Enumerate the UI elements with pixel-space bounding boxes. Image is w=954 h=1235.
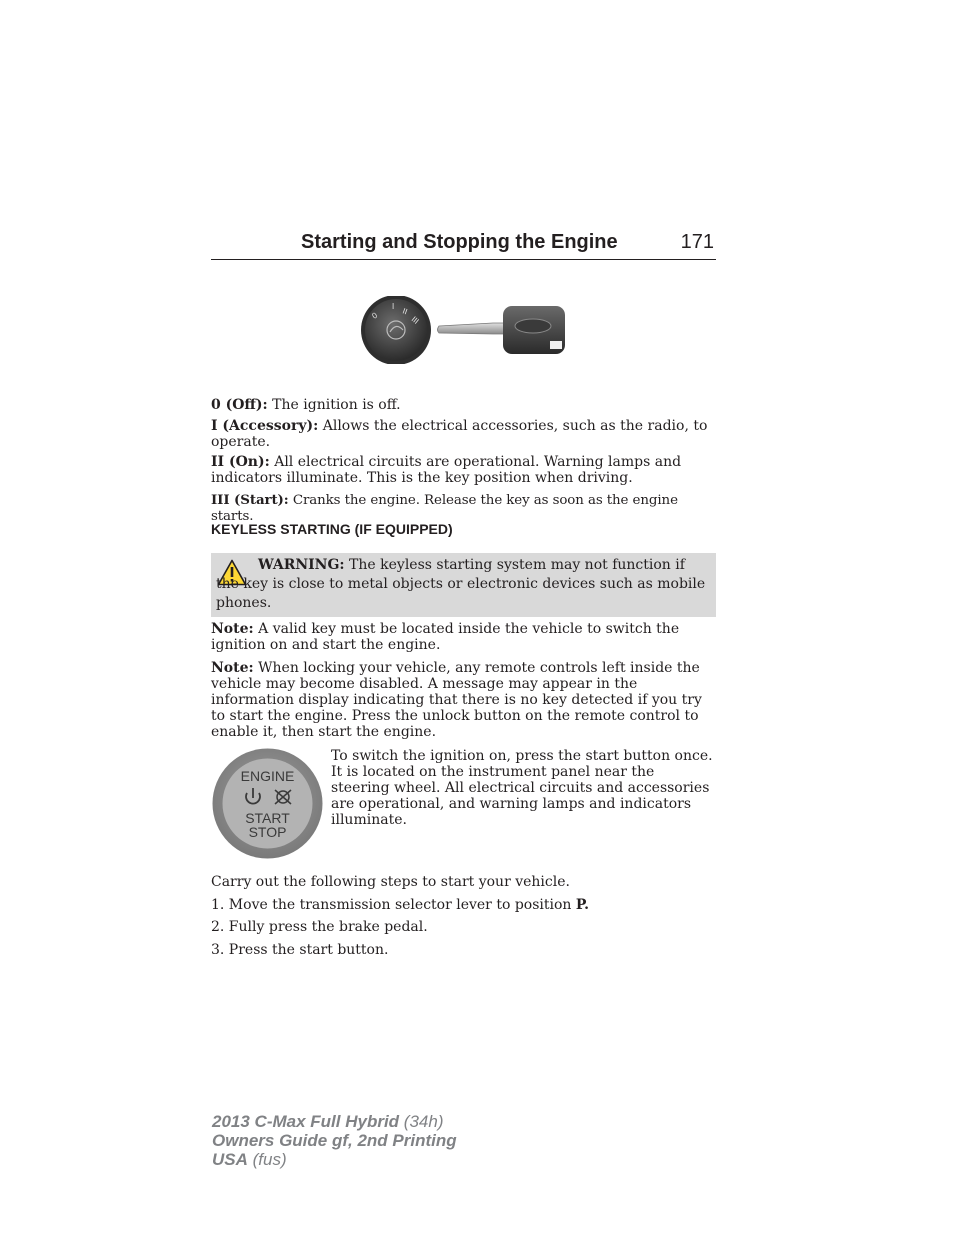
footer-region-line [212, 1150, 457, 1169]
note-locking-text: When locking your vehicle, any remote controls left inside the vehicle may become disabled. A message may appear in the information display indicating that there is no key detected if you try to start the engine. Press the unlock button on the remote control to enable it, then start the engine. [211, 660, 702, 740]
ignition-start-text: Cranks the engine. Release the key as soon as the engine starts. [211, 493, 678, 524]
key [438, 306, 566, 354]
warning-box [211, 553, 716, 617]
note-valid-key [211, 621, 716, 653]
footer-region-code: (fus) [252, 1150, 287, 1169]
ignition-on-description [211, 454, 716, 486]
start-button-description: To switch the ignition on, press the start button once. It is located on the instrument panel near the steering wheel. All electrical circuits and accessories are operational, and warning lamps and indicators illuminate. [331, 748, 713, 828]
step-2: 2. Fully press the brake pedal. [211, 919, 428, 935]
ignition-on-text: All electrical circuits are operational. Warning lamps and indicators illuminate. This is the key position when driving. [211, 454, 682, 486]
ignition-dial [361, 296, 431, 364]
warning-text [216, 556, 706, 613]
keyless-starting-heading: KEYLESS STARTING (IF EQUIPPED) [211, 521, 453, 537]
footer-region: USA [212, 1150, 248, 1169]
step-3: 3. Press the start button. [211, 942, 389, 958]
step-1-text: 1. Move the transmission selector lever to position [211, 897, 576, 913]
ignition-label-0: 0 [370, 310, 379, 321]
ignition-accessory-label: I (Accessory): [211, 418, 319, 434]
page-title: Starting and Stopping the Engine [301, 231, 618, 253]
ignition-label-3: III [409, 314, 421, 326]
ignition-label-1: I [392, 302, 395, 311]
engine-start-stop-button-illustration [211, 747, 324, 860]
ignition-off-label: 0 (Off): [211, 397, 268, 413]
note-locking [211, 660, 716, 740]
page-header [211, 229, 716, 260]
footer-model: 2013 C-Max Full Hybrid [212, 1112, 400, 1131]
note-valid-key-text: A valid key must be located inside the vehicle to switch the ignition on and start the engine. [211, 621, 680, 653]
page-number: 171 [680, 231, 714, 253]
ignition-on-label: II (On): [211, 454, 270, 470]
note-valid-key-label: Note: [211, 621, 254, 637]
note-locking-label: Note: [211, 660, 254, 676]
footer [212, 1112, 457, 1169]
button-start-label: START [245, 810, 290, 826]
ignition-start-label: III (Start): [211, 492, 289, 508]
steps-intro: Carry out the following steps to start your vehicle. [211, 874, 570, 890]
footer-guide: Owners Guide gf, 2nd Printing [212, 1131, 457, 1150]
ignition-off-description [211, 397, 716, 413]
ignition-accessory-text: Allows the electrical accessories, such as the radio, to operate. [211, 418, 708, 450]
footer-model-line [212, 1112, 457, 1131]
ignition-key-illustration [359, 296, 571, 364]
ignition-label-2: II [401, 306, 409, 317]
warning-label: WARNING: [258, 557, 345, 573]
warning-body: The keyless starting system may not function if the key is close to metal objects or electronic devices such as mobile phones. [216, 557, 706, 611]
step-1 [211, 897, 716, 913]
footer-guide-line [212, 1131, 457, 1150]
step-1-bold: P. [575, 897, 589, 913]
button-engine-label: ENGINE [240, 768, 295, 784]
ignition-accessory-description [211, 418, 716, 450]
ignition-off-text: The ignition is off. [272, 397, 401, 413]
footer-model-code: (34h) [403, 1112, 444, 1131]
button-stop-label: STOP [248, 824, 287, 840]
